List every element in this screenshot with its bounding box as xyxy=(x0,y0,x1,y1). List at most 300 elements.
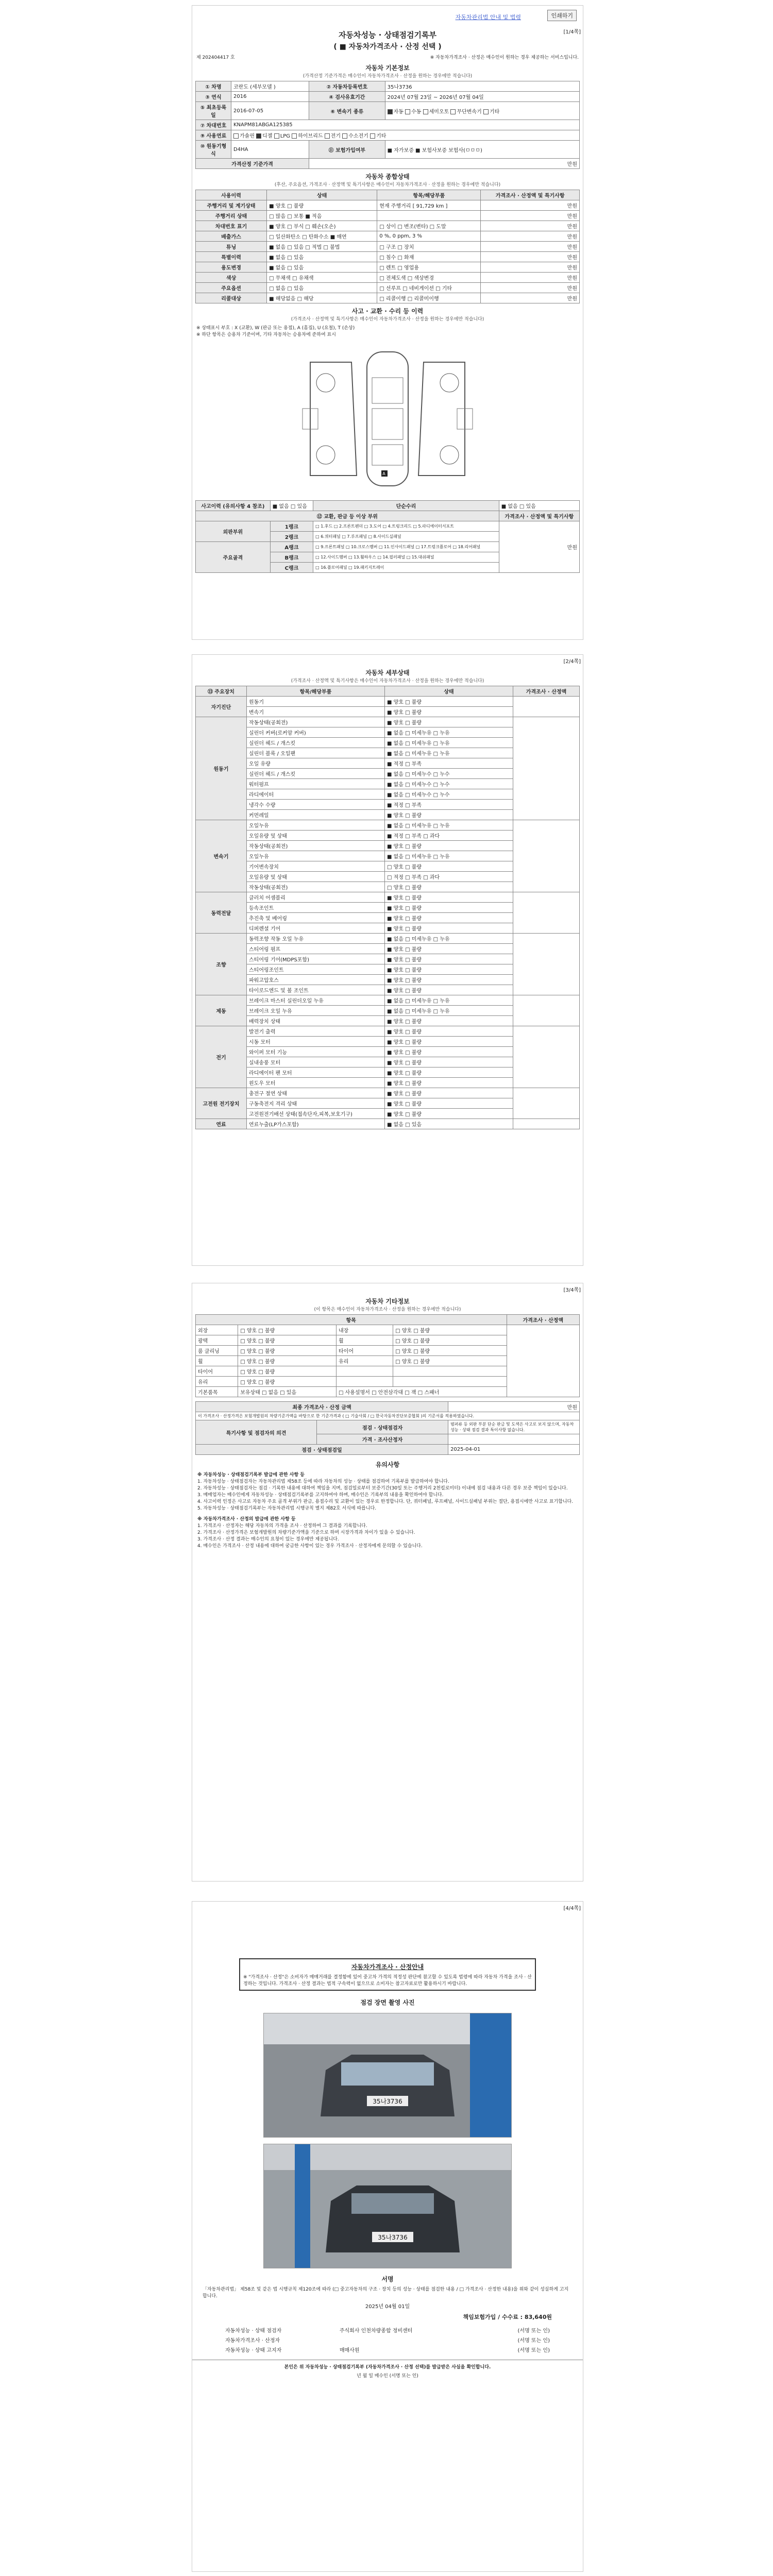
etc-item: 유리 xyxy=(337,1356,393,1366)
detail-state: ■ 없음 □ 미세누유 □ 누유 xyxy=(385,738,513,748)
note-item: 3. 가격조사 · 산정 결과는 매수인의 요청이 있는 경우에만 제공됩니다. xyxy=(197,1537,339,1542)
detail-item: 와이퍼 모터 기능 xyxy=(247,1047,385,1057)
price-base-unit: 만원 xyxy=(309,159,580,169)
detail-state: ■ 없음 □ 있음 xyxy=(385,1119,513,1129)
page-number: [3/4쪽] xyxy=(563,1287,581,1293)
detail-state: ■ 없음 □ 미세누수 □ 누수 xyxy=(385,769,513,779)
accident-price-col: 가격조사 · 산정액 및 특기사항 xyxy=(499,511,579,521)
signer-name: 매매사원 xyxy=(339,2348,360,2353)
status-title: 자동차 종합상태 xyxy=(365,173,410,180)
detail-col-header: 항목/해당부품 xyxy=(247,686,385,697)
insurance-label: ⑪ 보험가입여부 xyxy=(309,141,385,159)
detail-state: ■ 양호 □ 불량 xyxy=(385,1047,513,1057)
status-cell: 주행거리 상태 xyxy=(196,211,267,221)
detail-price xyxy=(513,717,580,820)
page-number: [1/4쪽] xyxy=(563,29,581,35)
signature-field[interactable]: (서명 또는 인) xyxy=(517,2348,550,2353)
detail-state: ■ 양호 □ 불량 xyxy=(385,1067,513,1078)
status-cell: 주행거리 및 계기상태 xyxy=(196,200,267,211)
detail-item: 브레이크 마스터 실린더오일 누유 xyxy=(247,995,385,1006)
law-link[interactable]: 자동차관리법 안내 및 법령 xyxy=(455,14,521,21)
fuel-opt: 디젤 xyxy=(262,133,273,139)
detail-row xyxy=(196,934,580,944)
status-cell: 만원 xyxy=(481,262,580,273)
detail-group: 변속기 xyxy=(196,820,247,892)
trans-opt: 기타 xyxy=(489,109,500,115)
detail-col-header: 상태 xyxy=(385,686,513,697)
detail-item: 실린더 블록 / 오일팬 xyxy=(247,748,385,758)
note-item: 4. 매수인은 가격조사 · 산정 내용에 대하여 궁금한 사항이 있는 경우 가격조사 · 산정자에게 문의할 수 있습니다. xyxy=(197,1544,423,1549)
accident-table xyxy=(195,500,580,573)
page-1 xyxy=(192,5,583,640)
status-cell: 주요옵션 xyxy=(196,283,267,293)
status-cell: ■ 없음 □ 있음 □ 적법 □ 불법 xyxy=(267,242,377,252)
status-col-header: 사용이력 xyxy=(196,190,267,200)
notes-a-title: ※ 자동차성능 · 상태점검기록부 발급에 관한 사항 등 xyxy=(197,1472,305,1478)
notes-title: 유의사항 xyxy=(375,1461,400,1468)
final-price-table xyxy=(195,1401,580,1455)
accident-history-label: 사고이력 (유의사항 4 참조) xyxy=(196,501,271,511)
print-button[interactable]: 인쇄하기 xyxy=(547,10,577,21)
detail-state: ■ 없음 □ 미세누유 □ 누유 xyxy=(385,851,513,861)
status-cell: □ 없음 □ 있음 xyxy=(267,283,377,293)
detail-row xyxy=(196,717,580,727)
trans-opt: 무단변속기 xyxy=(457,109,482,115)
detail-item: 배력장치 상태 xyxy=(247,1016,385,1026)
detail-state: ■ 없음 □ 미세누수 □ 누수 xyxy=(385,789,513,800)
checkbox-icon xyxy=(342,133,347,139)
detail-state: ■ 양호 □ 불량 xyxy=(385,944,513,954)
etc-state: □ 양호 □ 불량 xyxy=(238,1335,337,1346)
status-cell: 튜닝 xyxy=(196,242,267,252)
detail-item: 실린더 헤드 / 개스킷 xyxy=(247,769,385,779)
detail-item: 등속조인트 xyxy=(247,903,385,913)
detail-row xyxy=(196,1026,580,1037)
status-cell: □ 상이 □ 변조(변타) □ 도말 xyxy=(377,221,481,231)
detail-price xyxy=(513,934,580,995)
car-outline-icon xyxy=(295,342,480,496)
basic-items-label: 기본품목 xyxy=(196,1387,238,1397)
status-cell: □ 선루프 □ 네비게이션 □ 기타 xyxy=(377,283,481,293)
status-col-header: 가격조사 · 산정액 및 특기사항 xyxy=(481,190,580,200)
status-cell: 만원 xyxy=(481,293,580,303)
detail-state: ■ 양호 □ 불량 xyxy=(385,810,513,820)
detail-group: 조향 xyxy=(196,934,247,995)
detail-group: 고전원 전기장치 xyxy=(196,1088,247,1119)
sign-date: 2025년 04월 01일 xyxy=(365,2304,410,2310)
checkbox-icon xyxy=(388,109,393,114)
status-cell: ■ 해당없음 □ 해당 xyxy=(267,293,377,303)
detail-row xyxy=(196,892,580,903)
etc-item: 유리 xyxy=(196,1377,238,1387)
accident-unit: 만원 xyxy=(499,521,579,573)
inspect-period-value: 2024년 07월 23일 ~ 2026년 07월 04일 xyxy=(385,92,579,102)
outer-panel-label: 외판부위 xyxy=(196,521,271,542)
rank-label: B랭크 xyxy=(270,552,313,563)
status-row xyxy=(196,200,580,211)
year-value: 2016 xyxy=(231,92,309,102)
page-number: [4/4쪽] xyxy=(563,1906,581,1911)
page-3 xyxy=(192,1283,583,1882)
special-notes-label: 특기사항 및 점검자의 의견 xyxy=(196,1420,317,1445)
detail-price xyxy=(513,1026,580,1088)
detail-state: ■ 양호 □ 불량 xyxy=(385,1078,513,1088)
fuel-opt: 전기 xyxy=(330,133,341,139)
status-row xyxy=(196,283,580,293)
status-cell: □ 전체도색 □ 색상변경 xyxy=(377,273,481,283)
detail-state: ■ 없음 □ 미세누유 □ 누유 xyxy=(385,820,513,831)
signature-field[interactable]: (서명 또는 인) xyxy=(517,2338,550,2344)
status-cell: □ 침수 □ 화재 xyxy=(377,252,481,262)
inspect-date-label: 점검 · 상태점검일 xyxy=(196,1445,448,1455)
detail-item: 타이로드엔드 및 볼 조인트 xyxy=(247,985,385,995)
detail-item: 스티어링 기어(MDPS포함) xyxy=(247,954,385,964)
status-cell: □ 무채색 □ 유채색 xyxy=(267,273,377,283)
accident-note-2: ※ 하단 항목은 승용차 기준이며, 기타 자동차는 승용차에 준하여 표시 xyxy=(196,332,336,337)
detail-item: 발전기 출력 xyxy=(247,1026,385,1037)
sign-text: 「자동차관리법」 제58조 및 같은 법 시행규칙 제120조에 따라 (□ 중고자동차의 구조 · 장치 등의 성능 · 상태를 점검한 내용 / □ 가격조사 · 산정한 내용)을 위와 같이 성실하게 고지합니다. xyxy=(203,2287,569,2299)
detail-item: 라디에이터 xyxy=(247,789,385,800)
detail-item: 오일누유 xyxy=(247,820,385,831)
etc-item: 타이어 xyxy=(337,1346,393,1356)
checkbox-icon xyxy=(233,133,239,139)
rank-label: A랭크 xyxy=(270,542,313,552)
signer-name xyxy=(338,2335,483,2345)
status-cell: 색상 xyxy=(196,273,267,283)
signature-field[interactable]: (서명 또는 인) xyxy=(517,2328,550,2334)
detail-item: 동력조향 작동 오일 누유 xyxy=(247,934,385,944)
checkbox-icon xyxy=(292,133,297,139)
status-cell: 만원 xyxy=(481,211,580,221)
car-rear-photo-icon xyxy=(264,2144,511,2268)
detail-item: 기어변속장치 xyxy=(247,861,385,872)
note-item: 1. 자동차성능 · 상태점검자는 자동차관리법 제58조 등에 따라 자동차의 성능 · 상태를 점검하여 기록부를 발급하여야 합니다. xyxy=(197,1479,449,1484)
detail-item: 연료누출(LP가스포함) xyxy=(247,1119,385,1129)
note-item: 4. 사고이력 인정은 사고로 자동차 주요 골격 부위가 판금, 용접수리 및 교환이 있는 경우로 한정합니다. 단, 쿼터패널, 루프패널, 사이드실패널 부위는 절단, 용접시에만 사고로 표기합니다. xyxy=(197,1499,574,1504)
rank-items: □ 6.쿼터패널 □ 7.루프패널 □ 8.사이드실패널 xyxy=(313,532,499,542)
fuel-opt: LPG xyxy=(280,133,291,139)
detail-item: 스티어링 펌프 xyxy=(247,944,385,954)
etc-title: 자동차 기타정보 xyxy=(365,1298,410,1305)
detail-state: ■ 양호 □ 불량 xyxy=(385,1026,513,1037)
car-diagram xyxy=(295,342,480,496)
car-name-label: ① 차명 xyxy=(196,81,231,92)
status-cell: □ 렌트 □ 영업용 xyxy=(377,262,481,273)
etc-state: □ 양호 □ 불량 xyxy=(238,1325,337,1335)
basic-title: 자동차 기본정보 xyxy=(365,64,410,72)
etc-state: □ 양호 □ 불량 xyxy=(393,1346,507,1356)
detail-item: 원동기 xyxy=(247,697,385,707)
rank-items: □ 12.사이드멤버 □ 13.휠하우스 □ 14.필러패널 □ 15.대쉬패널 xyxy=(313,552,499,563)
detail-state: ■ 없음 □ 미세누유 □ 누유 xyxy=(385,995,513,1006)
trans-opt: 자동 xyxy=(393,109,404,115)
detail-state: ■ 없음 □ 미세누유 □ 누유 xyxy=(385,748,513,758)
doc-title: 자동차성능 · 상태점검기록부 xyxy=(338,30,437,40)
detail-item: 스티어링조인트 xyxy=(247,964,385,975)
car-grade: (세부모델 ) xyxy=(250,84,276,90)
price-base-label: 가격산정 기준가격 xyxy=(196,159,309,169)
accident-title: 사고 · 교환 · 수리 등 이력 xyxy=(351,308,424,315)
main-frame-label: 주요골격 xyxy=(196,542,271,573)
fuel-opt: 하이브리드 xyxy=(298,133,323,139)
note-item: 2. 가격조사 · 산정가격은 보험개발원의 차량기준가액을 기준으로 하며 시장가격과 차이가 있을 수 있습니다. xyxy=(197,1530,415,1535)
status-cell: □ 일산화탄소 □ 탄화수소 ■ 매연 xyxy=(267,231,377,242)
detail-col-header: ⑬ 주요장치 xyxy=(196,686,247,697)
transmission-options xyxy=(385,102,579,120)
status-row xyxy=(196,252,580,262)
svg-text:A: A xyxy=(382,471,385,476)
detail-state: □ 양호 □ 불량 xyxy=(385,882,513,892)
etc-subtitle: (이 항목은 매수인이 자동차가격조사 · 산정을 원하는 경우에만 적습니다) xyxy=(314,1307,461,1312)
checkbox-icon xyxy=(450,109,456,114)
notice-text: ※ "가격조사 · 산정"은 소비자가 매매거래를 결정함에 있어 중고차 가격의 적정성 판단에 참고할 수 있도록 법령에 따라 자동차 가격을 조사 · 산정하는 것입니다. 가격조사 · 산정 결과는 법적 구속력이 없으므로 소비자는 참고자료로만 활용하시기 바랍니다. xyxy=(243,1975,532,1987)
signer-name: 주식회사 인천차량종합 정비센터 xyxy=(339,2328,413,2334)
trans-opt: 세미오토 xyxy=(429,109,449,115)
detail-state: ■ 적정 □ 부족 □ 과다 xyxy=(385,831,513,841)
detail-state: ■ 적정 □ 부족 xyxy=(385,758,513,769)
status-cell: 만원 xyxy=(481,242,580,252)
footer-sign-line: 년 월 일 매수인 (서명 또는 인) xyxy=(357,2374,418,2379)
detail-price xyxy=(513,995,580,1026)
detail-row xyxy=(196,820,580,831)
fee-label: 책임보험가입 / 수수료 : 83,640원 xyxy=(463,2314,552,2320)
rank-label: 2랭크 xyxy=(270,532,313,542)
status-cell: 특별이력 xyxy=(196,252,267,262)
sign-title: 서명 xyxy=(381,2276,394,2283)
detail-price xyxy=(513,1088,580,1119)
status-cell: 차대번호 표기 xyxy=(196,221,267,231)
simple-repair-label: 단순수리 xyxy=(313,501,499,511)
fuel-opt: 가솔린 xyxy=(240,133,255,139)
status-cell: □ 많음 □ 보통 ■ 적음 xyxy=(267,211,377,221)
rank-items: □ 1.후드 □ 2.프론트펜더 □ 3.도어 □ 4.트렁크리드 □ 5.라디에이터서포트 xyxy=(313,521,499,532)
detail-col-header: 가격조사 · 산정액 xyxy=(513,686,580,697)
status-cell xyxy=(377,211,481,221)
basic-info-table xyxy=(195,81,580,169)
status-cell: ■ 없음 □ 있음 xyxy=(267,262,377,273)
notice-title: 자동차가격조사 · 산정안내 xyxy=(351,1963,424,1971)
plate-label: ② 자동차등록번호 xyxy=(309,81,385,92)
detail-item: 추진축 및 베어링 xyxy=(247,913,385,923)
detail-price xyxy=(513,820,580,892)
page-2 xyxy=(192,654,583,1266)
detail-item: 브레이크 오일 누유 xyxy=(247,1006,385,1016)
etc-state: □ 양호 □ 불량 xyxy=(238,1366,337,1377)
first-reg-value: 2016-07-05 xyxy=(231,102,309,120)
status-cell: ■ 양호 □ 불량 xyxy=(267,200,377,211)
status-cell: 현재 주행거리 [ 91,729 km ] xyxy=(377,200,481,211)
fuel-label: ⑨ 사용연료 xyxy=(196,130,231,141)
status-cell: 0 %, 0 ppm, 3 % xyxy=(377,231,481,242)
status-row xyxy=(196,273,580,283)
detail-state: ■ 양호 □ 불량 xyxy=(385,954,513,964)
detail-item: 오일 유량 xyxy=(247,758,385,769)
notes-b xyxy=(197,1515,578,1549)
page-4 xyxy=(192,1901,583,2572)
detail-group: 제동 xyxy=(196,995,247,1026)
final-price-title: 최종 가격조사 · 산정 금액 xyxy=(196,1402,448,1412)
detail-item: 실린더 헤드 / 개스킷 xyxy=(247,738,385,748)
fuel-options xyxy=(231,130,580,141)
first-reg-label: ⑤ 최초등록일 xyxy=(196,102,231,120)
accident-subtitle: (가격조사 · 산정액 및 특기사항은 매수인이 자동차가격조사 · 산정을 원하는 경우에만 적습니다) xyxy=(291,317,484,322)
detail-item: 실내송풍 모터 xyxy=(247,1057,385,1067)
detail-state: □ 양호 □ 불량 xyxy=(385,861,513,872)
car-front-photo-icon xyxy=(264,2013,511,2137)
detail-state: ■ 양호 □ 불량 xyxy=(385,697,513,707)
status-table xyxy=(195,190,580,303)
detail-group: 연료 xyxy=(196,1119,247,1129)
photo1-plate: 35나3736 xyxy=(373,2098,402,2105)
status-row xyxy=(196,242,580,252)
status-cell: 만원 xyxy=(481,273,580,283)
status-row xyxy=(196,293,580,303)
car-name-value: 코란도 xyxy=(233,84,248,90)
detail-item: 냉각수 수량 xyxy=(247,800,385,810)
page-number: [2/4쪽] xyxy=(563,659,581,665)
etc-item: 휠 xyxy=(337,1335,393,1346)
status-row xyxy=(196,221,580,231)
etc-item: 휠 xyxy=(196,1356,238,1366)
status-cell: 만원 xyxy=(481,283,580,293)
checkbox-icon xyxy=(423,109,428,114)
etc-state: □ 양호 □ 불량 xyxy=(238,1346,337,1356)
detail-state: ■ 양호 □ 불량 xyxy=(385,1109,513,1119)
etc-item: 외장 xyxy=(196,1325,238,1335)
detail-table xyxy=(195,686,580,1129)
detail-state: ■ 양호 □ 불량 xyxy=(385,923,513,934)
status-cell: 배출가스 xyxy=(196,231,267,242)
basic-items-list: □ 사용설명서 □ 안전삼각대 □ 잭 □ 스패너 xyxy=(337,1387,507,1397)
sign-table xyxy=(223,2325,552,2354)
etc-col-header: 항목 xyxy=(196,1315,507,1325)
detail-item: 커먼레일 xyxy=(247,810,385,820)
detail-item: 오일누유 xyxy=(247,851,385,861)
note-item: 2. 자동차성능 · 상태점검자는 점검 · 기록한 내용에 대하여 책임을 지며, 점검일로부터 보증기간(30일 또는 주행거리 2천킬로미터) 이내에 점검 내용과 다른 경우 보증 책임이 있습니다. xyxy=(197,1486,568,1491)
photo-title: 점검 장면 촬영 사진 xyxy=(360,1999,415,2006)
detail-item: 구동축전지 격리 상태 xyxy=(247,1098,385,1109)
detail-state: ■ 양호 □ 불량 xyxy=(385,913,513,923)
rank-items: □ 16.플로어패널 □ 19.패키지트레이 xyxy=(313,563,499,573)
etc-state: □ 양호 □ 불량 xyxy=(393,1335,507,1346)
vin-label: ⑦ 차대번호 xyxy=(196,120,231,130)
status-cell: 만원 xyxy=(481,252,580,262)
etc-table xyxy=(195,1314,580,1397)
detail-row xyxy=(196,1088,580,1098)
detail-state: ■ 양호 □ 불량 xyxy=(385,985,513,995)
detail-state: ■ 양호 □ 불량 xyxy=(385,903,513,913)
checkbox-icon xyxy=(274,133,279,139)
accident-history-state: ■ 없음 □ 있음 xyxy=(270,501,313,511)
detail-item: 작동상태(공회전) xyxy=(247,841,385,851)
checkbox-icon xyxy=(483,109,489,114)
detail-row xyxy=(196,995,580,1006)
warranty-value: ■ 자가보증 ■ 보험사보증 보험사(ㅁㅁㅁ) xyxy=(385,141,579,159)
status-cell: □ 구조 □ 장치 xyxy=(377,242,481,252)
detail-state: ■ 양호 □ 불량 xyxy=(385,964,513,975)
checkbox-icon xyxy=(325,133,330,139)
status-row xyxy=(196,231,580,242)
detail-state: □ 적정 □ 부족 □ 과다 xyxy=(385,872,513,882)
trans-opt: 수동 xyxy=(411,109,422,115)
year-label: ③ 연식 xyxy=(196,92,231,102)
detail-row xyxy=(196,697,580,707)
status-row xyxy=(196,211,580,221)
appraiser-opinion xyxy=(448,1434,580,1445)
detail-row xyxy=(196,1119,580,1129)
detail-state: ■ 양호 □ 불량 xyxy=(385,1037,513,1047)
inspect-date-value: 2025-04-01 xyxy=(448,1445,580,1455)
signer-role: 자동차성능 · 상태 고지자 xyxy=(225,2348,282,2353)
status-cell: 만원 xyxy=(481,231,580,242)
detail-state: ■ 양호 □ 불량 xyxy=(385,975,513,985)
inspector-opinion: 범퍼류 등 외판 부분 단순 판금 및 도색은 사고로 보지 않으며, 자동차 성능 · 상태 점검 결과 특이사항 없습니다. xyxy=(448,1420,580,1434)
note-item: 3. 매매업자는 매수인에게 자동차성능 · 상태점검기록부를 고지하여야 하며, 매수인은 기록부의 내용을 확인하여야 합니다. xyxy=(197,1493,444,1498)
footer-confirm: 본인은 위 자동차성능 · 상태점검기록부 (자동차가격조사 · 산정 선택)를 발급받은 사실을 확인합니다. xyxy=(192,2360,583,2370)
photo2-plate: 35나3736 xyxy=(378,2234,408,2241)
detail-state: ■ 양호 □ 불량 xyxy=(385,707,513,717)
etc-state: □ 양호 □ 불량 xyxy=(238,1377,337,1387)
status-col-header: 상태 xyxy=(267,190,377,200)
status-subtitle: (후산, 주요옵션, 가격조사 · 산정액 및 특기사항은 매수인이 자동차가격조사 · 산정을 원하는 경우에만 적습니다) xyxy=(274,182,501,188)
checkbox-icon xyxy=(370,133,375,139)
detail-group: 동력전달 xyxy=(196,892,247,934)
status-cell: 용도변경 xyxy=(196,262,267,273)
detail-group: 원동기 xyxy=(196,717,247,820)
note-item: 5. 자동차성능 · 상태점검기록부는 자동차관리법 시행규칙 별지 제82호 서식에 따릅니다. xyxy=(197,1506,377,1511)
detail-item: 워터펌프 xyxy=(247,779,385,789)
final-price-unit: 만원 xyxy=(448,1402,580,1412)
detail-state: ■ 없음 □ 미세누수 □ 누수 xyxy=(385,779,513,789)
detail-group: 전기 xyxy=(196,1026,247,1088)
rank-label: 1랭크 xyxy=(270,521,313,532)
etc-price xyxy=(507,1325,579,1397)
etc-state: □ 양호 □ 불량 xyxy=(393,1325,507,1335)
detail-item: 오일유량 및 상태 xyxy=(247,831,385,841)
detail-item: 시동 모터 xyxy=(247,1037,385,1047)
detail-subtitle: (가격조사 · 산정액 및 특기사항은 매수인이 자동차가격조사 · 산정을 원하는 경우에만 적습니다) xyxy=(291,679,484,684)
inspector-label: 점검 · 상태점검자 xyxy=(317,1420,448,1434)
checkbox-icon xyxy=(405,109,410,114)
detail-state: ■ 양호 □ 불량 xyxy=(385,1088,513,1098)
detail-item: 작동상태(공회전) xyxy=(247,882,385,892)
basic-items-state: 보유상태 □ 없음 □ 있음 xyxy=(238,1387,337,1397)
final-price-text: 이 가격조사 · 산정가격은 보험개발원의 차량기준가액을 바탕으로 한 기준가격과 ( □ 기술사회 / □ 한국자동차진단보증협회 )의 기준서를 적용하였습니다. xyxy=(196,1412,580,1420)
checkbox-icon xyxy=(256,133,261,139)
signer-role: 자동차성능 · 상태 점검자 xyxy=(225,2328,282,2334)
inspection-photo-front xyxy=(263,2013,512,2138)
detail-state: ■ 없음 □ 미세누유 □ 누유 xyxy=(385,934,513,944)
etc-item: 타이어 xyxy=(196,1366,238,1377)
status-cell: 만원 xyxy=(481,200,580,211)
etc-state: □ 양호 □ 불량 xyxy=(393,1356,507,1366)
status-cell: □ 리콜이행 □ 리콜미이행 xyxy=(377,293,481,303)
detail-item: 충전구 절연 상태 xyxy=(247,1088,385,1098)
detail-item: 오일유량 및 상태 xyxy=(247,872,385,882)
transmission-label: ⑥ 변속기 종류 xyxy=(309,102,385,120)
status-cell: 리콜대상 xyxy=(196,293,267,303)
detail-price xyxy=(513,1119,580,1129)
fuel-opt: 수소전기 xyxy=(348,133,368,139)
detail-item: 디퍼렌셜 기어 xyxy=(247,923,385,934)
status-cell: 만원 xyxy=(481,221,580,231)
signer-role: 자동차가격조사 · 산정자 xyxy=(225,2338,280,2344)
detail-price xyxy=(513,697,580,717)
status-row xyxy=(196,262,580,273)
doc-number: 제 202404417 호 xyxy=(196,55,235,60)
doc-note: ※ 자동차가격조사 · 산정은 매수인이 원하는 경우 제공하는 서비스입니다. xyxy=(430,55,579,60)
notice-box xyxy=(239,1958,536,1991)
